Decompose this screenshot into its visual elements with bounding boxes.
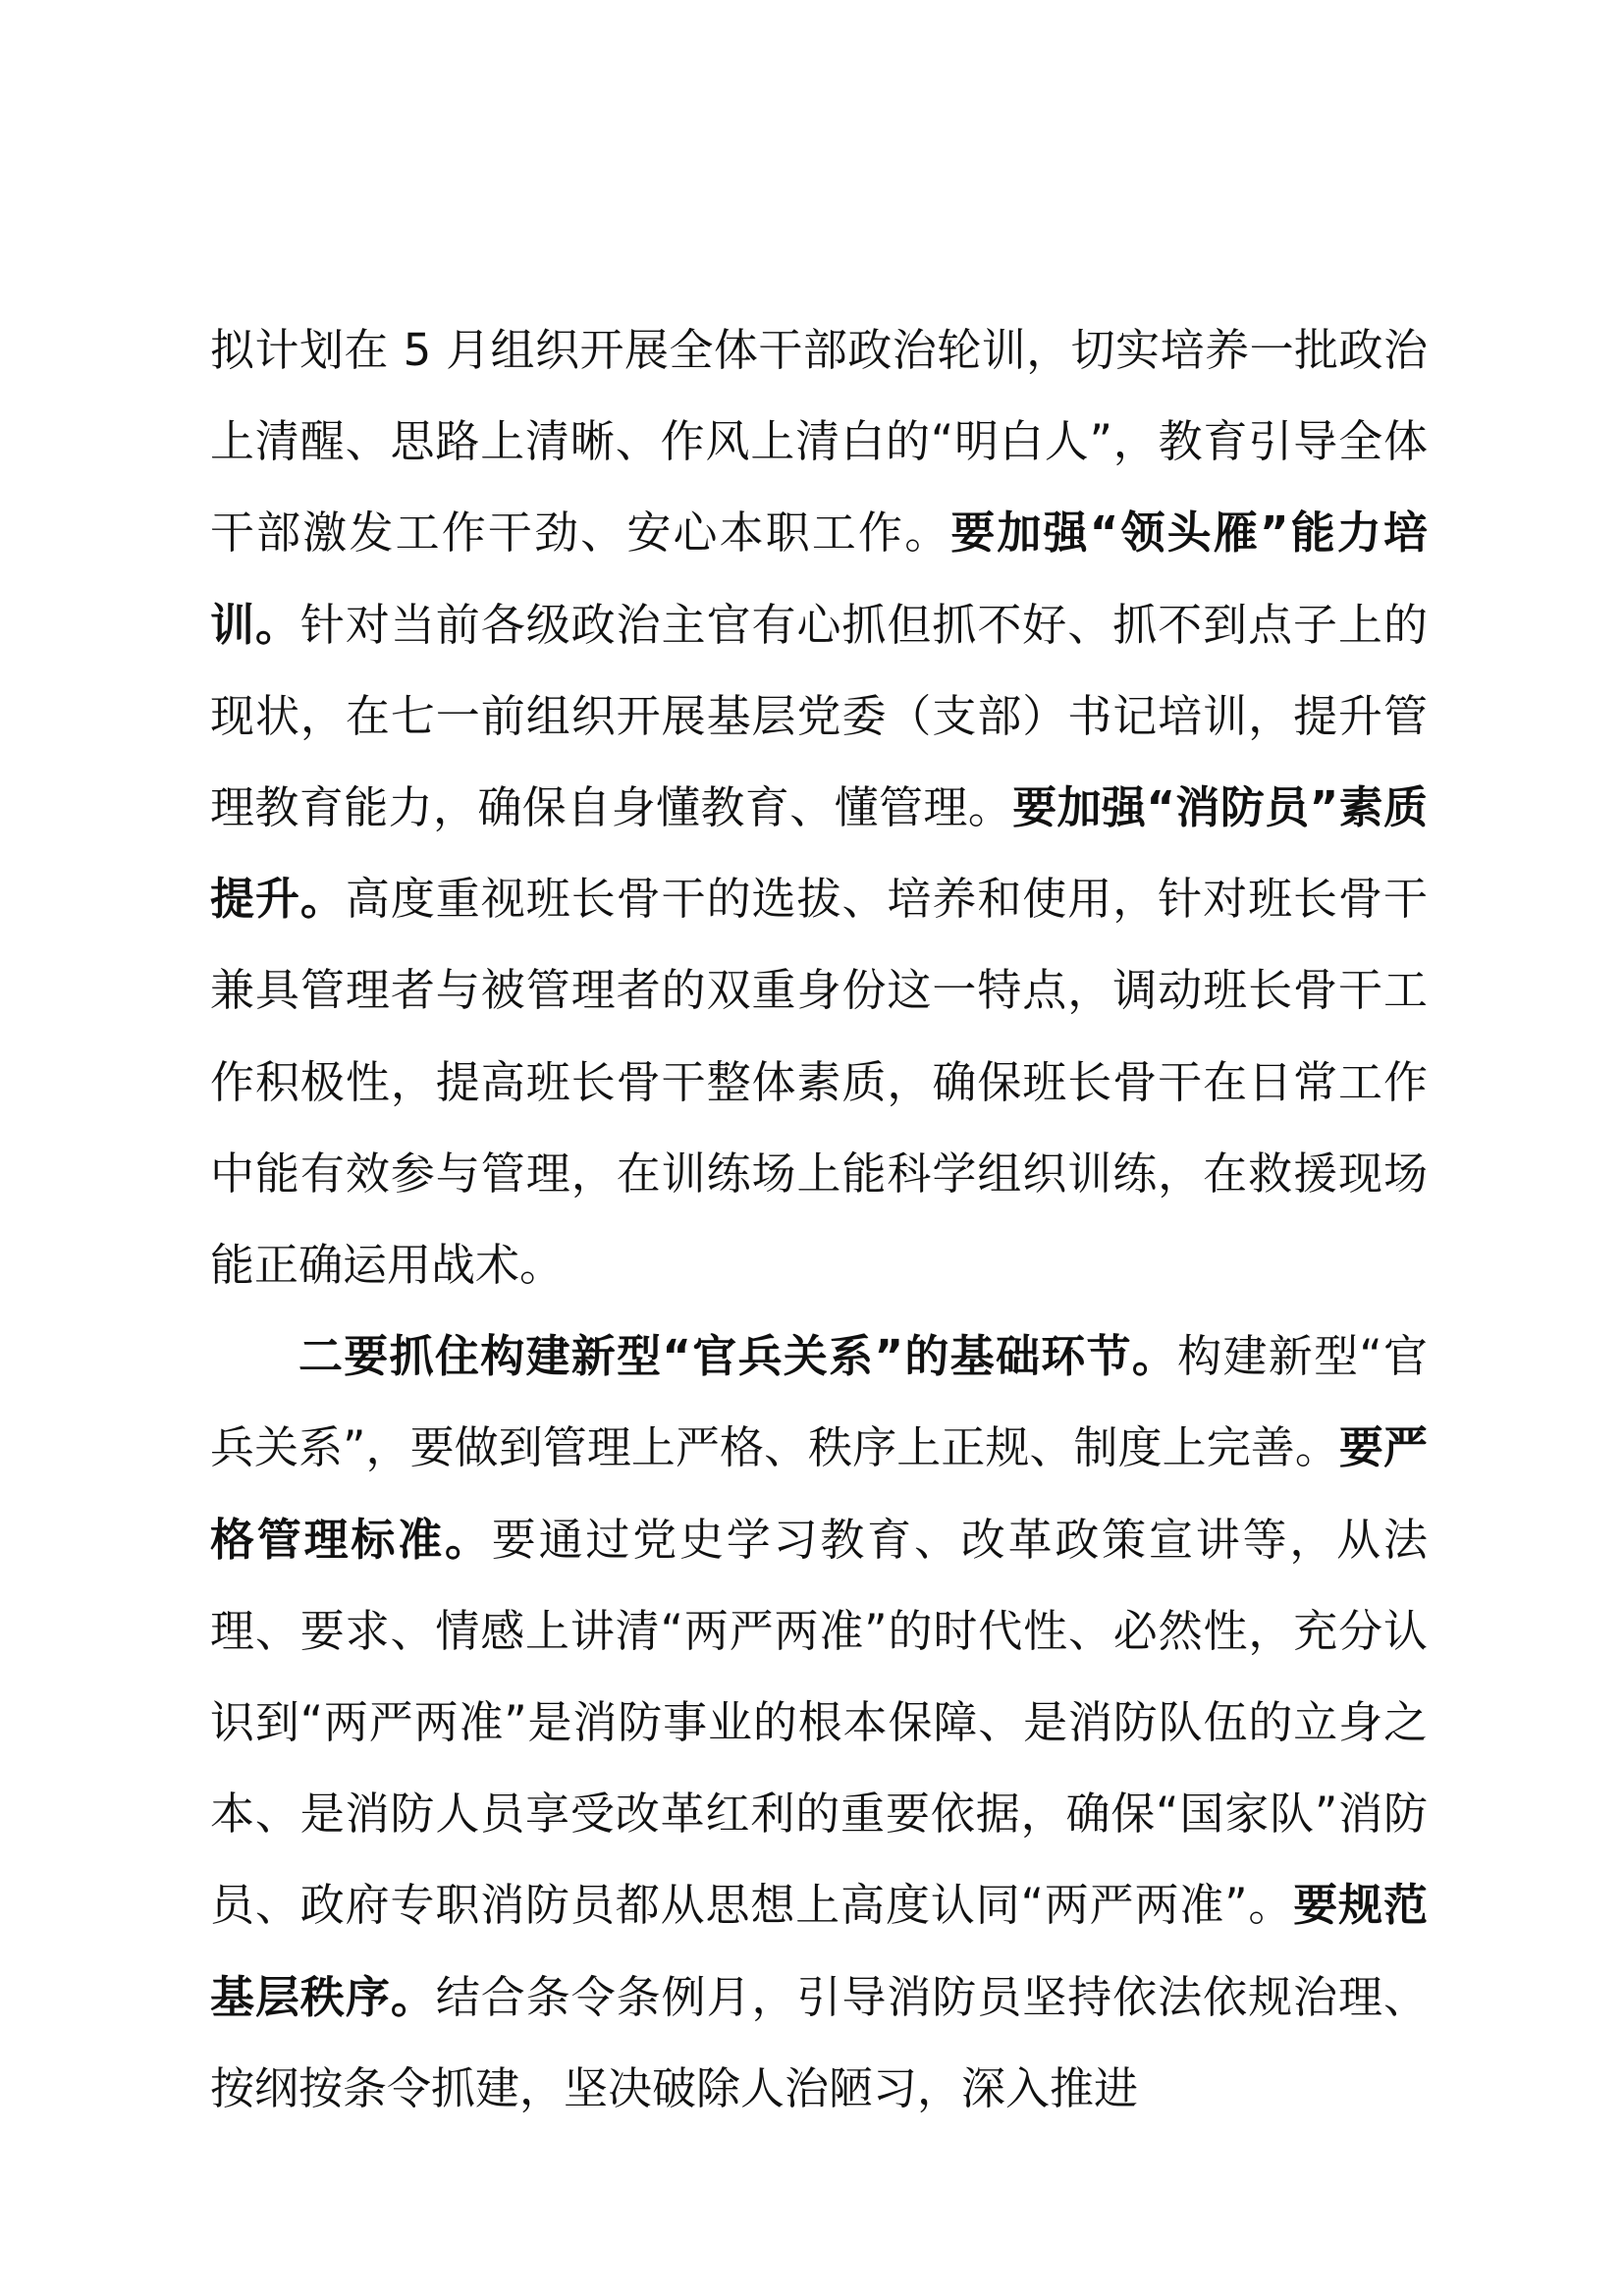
paragraph-1-text-1: 拟计划在 5 月组织开展全体干部政治轮训，切实培养一批政治上清醒、思路上清晰、作风上清白的“明白人”，教育引导全体干部激发工作干劲、安心本职工作。 (210, 324, 1428, 560)
paragraph-1-heading-xiaofangyuan: 要加强“消防员”素质提升。 (210, 781, 1428, 926)
paragraph-1 (210, 304, 1428, 1310)
document-body (210, 304, 1428, 2134)
paragraph-1-heading-lingtouyan: 要加强“领头雁”能力培训。 (210, 507, 1428, 651)
paragraph-2-section-heading: 二要抓住构建新型“官兵关系”的基础环节。 (298, 1330, 1178, 1383)
paragraph-2-text-1: 构建新型“官兵关系”，要做到管理上严格、秩序上正规、制度上完善。 (210, 1330, 1428, 1474)
paragraph-2-heading-jiceng-zhixu: 要规范基层秩序。 (210, 1879, 1428, 2023)
paragraph-2-text-2: 要通过党史学习教育、改革政策宣讲等，从法理、要求、情感上讲清“两严两准”的时代性、必然性，充分认识到“两严两准”是消防事业的根本保障、是消防队伍的立身之本、是消防人员享受改革红利的重要依据，确保“国家队”消防员、政府专职消防员都从思想上高度认同“两严两准”。 (210, 1513, 1428, 1932)
paragraph-1-text-2: 针对当前各级政治主官有心抓但抓不好、抓不到点子上的现状，在七一前组织开展基层党委（支部）书记培训，提升管理教育能力，确保自身懂教育、懂管理。 (210, 598, 1428, 834)
paragraph-1-text-3: 高度重视班长骨干的选拔、培养和使用，针对班长骨干兼具管理者与被管理者的双重身份这一特点，调动班长骨干工作积极性，提高班长骨干整体素质，确保班长骨干在日常工作中能有效参与管理，在训练场上能科学组织训练，在救援现场能正确运用战术。 (210, 873, 1428, 1292)
paragraph-2-text-3: 结合条令条例月，引导消防员坚持依法依规治理、按纲按条令抓建，坚决破除人治陋习，深入推进 (210, 1970, 1428, 2114)
paragraph-2-heading-guanli-biaozhun: 要严格管理标准。 (210, 1421, 1428, 1566)
paragraph-2 (210, 1310, 1428, 2134)
